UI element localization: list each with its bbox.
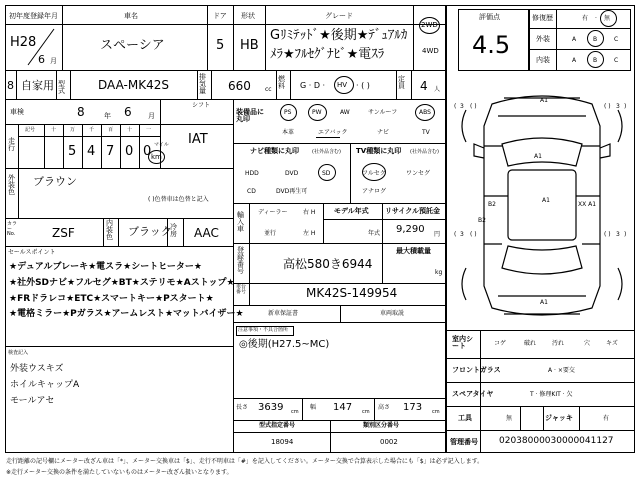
- capacity-unit: 人: [434, 86, 441, 93]
- equip-navi: ナビ: [377, 129, 390, 136]
- drive-4wd: 4WD: [422, 47, 439, 55]
- navi-type-label: ナビ種類に丸印: [250, 147, 299, 155]
- navi-dvd: DVD: [285, 170, 299, 177]
- recycle-value: 9,290: [396, 224, 425, 235]
- fuel-rest: · ( ): [356, 81, 370, 90]
- recycle-label: リサイクル預託金: [385, 207, 441, 215]
- use-value: 自家用: [21, 79, 54, 92]
- displacement-label: 排気量: [199, 73, 206, 95]
- seat-item-stain: 汚れ: [552, 340, 565, 347]
- length-unit: cm: [291, 409, 299, 415]
- management-number-value: 02038000030000041127: [499, 436, 614, 446]
- exterior-color-label: 外装色: [8, 174, 15, 196]
- model-year-label: モデル年式: [334, 207, 369, 215]
- tools-label: 工具: [458, 414, 472, 422]
- exterior-grade-c: C: [614, 36, 619, 43]
- mileage-unit-4: 十: [127, 127, 133, 133]
- equip-leather: 本革: [282, 129, 295, 136]
- tv-analog: アナログ: [362, 188, 387, 195]
- spare-tire-value: T · 修理KIT · 欠: [530, 391, 573, 398]
- inspector-label: 検査記入: [8, 350, 29, 356]
- inspector-line: ホイルキャップA: [10, 380, 80, 390]
- shift-value: IAT: [188, 132, 208, 147]
- tv-fullseg: フルセグ: [362, 170, 386, 177]
- mileage-unit-1: 万: [70, 127, 76, 133]
- equip-abs: ABS: [419, 109, 431, 116]
- exterior-grade-b: B: [593, 36, 598, 43]
- seat-item-tear: 破れ: [524, 340, 537, 347]
- type-number-value: 18094: [271, 438, 294, 446]
- inspection-month-value: 6: [124, 105, 132, 119]
- displacement-value: 660: [228, 79, 251, 93]
- damage-label: B2: [478, 217, 486, 224]
- drive-2wd: 2WD: [421, 21, 438, 29]
- spare-tire-label: スペアタイヤ: [452, 390, 494, 398]
- shape-value: HB: [240, 38, 259, 53]
- exterior-grade-a: A: [572, 36, 577, 43]
- width-unit: cm: [362, 409, 370, 415]
- mileage-unit-2: 千: [89, 127, 95, 133]
- score-label: 評価点: [479, 13, 500, 21]
- tools-value: 無: [506, 415, 513, 422]
- equip-tv: TV: [422, 129, 430, 136]
- height-value: 173: [403, 402, 423, 413]
- inspection-year-value: 8: [77, 105, 85, 119]
- first-reg-month: 6: [38, 53, 45, 66]
- repair-no: 無: [604, 15, 611, 22]
- seat-item-hole: 穴: [584, 340, 591, 347]
- inspection-label: 車検: [10, 108, 24, 116]
- seat-item-burn: コゲ: [494, 340, 507, 347]
- interior-grade-label: 内装: [536, 56, 550, 64]
- category-number-label: 類別区分番号: [363, 422, 400, 429]
- model-year-unit: 年式: [368, 230, 381, 237]
- equipment-label: 装備品に丸印: [236, 108, 264, 123]
- mileage-digit: 0: [143, 144, 152, 159]
- mileage-digit: 4: [87, 144, 96, 159]
- equip-aw: AW: [340, 109, 350, 116]
- sales-points-label: セールスポイント: [8, 249, 56, 256]
- equip-airbag: エアバック: [318, 129, 348, 136]
- import-dealer: ディーラー: [258, 209, 288, 216]
- tv-type-label: TV種類に丸印: [356, 147, 402, 155]
- door-value: 5: [216, 38, 225, 53]
- mileage-digit: 0: [125, 144, 134, 159]
- interior-grade-a: A: [572, 57, 577, 64]
- navi-dvd-play: DVD再生可: [276, 188, 308, 195]
- exterior-grade-label: 外装: [536, 35, 550, 43]
- mileage-mile-label: マイル: [154, 142, 169, 148]
- windshield-label: フロントガラス: [452, 366, 501, 374]
- registration-value: 高松580き6944: [283, 257, 373, 271]
- car-name-label: 車名: [124, 12, 138, 20]
- windshield-value: A · ×要交: [548, 367, 575, 374]
- model-label: 型式: [58, 80, 65, 95]
- svg-text:3: 3: [460, 103, 464, 110]
- chassis-label: 車台番号: [236, 284, 247, 295]
- equip-pw: PW: [312, 109, 322, 116]
- score-value: 4.5: [472, 31, 511, 59]
- wheel-bracket-fr: ( ): [604, 103, 611, 110]
- grade-label: グレード: [325, 12, 353, 20]
- type-number-label: 型式指定番号: [259, 422, 296, 429]
- svg-text:): ): [624, 231, 627, 238]
- equip-ps: PS: [284, 109, 292, 116]
- svg-text:(: (: [454, 103, 457, 110]
- sales-point-line: ★FRドラレコ★ETC★スマートキー★Pスタート★: [9, 294, 214, 304]
- svg-text:(: (: [454, 231, 457, 238]
- first-reg-label: 初年度登録年月: [9, 12, 58, 20]
- width-value: 147: [333, 402, 353, 413]
- interior-grade-b: B: [593, 57, 598, 64]
- sales-point-line: ★デュアルブレーキ★電スラ★シートヒーター★: [9, 262, 202, 272]
- color-no-label: カラーNo.: [7, 221, 18, 237]
- category-number-value: 0002: [380, 438, 398, 446]
- mileage-km-label: km: [151, 153, 162, 161]
- import-label: 輸入車: [237, 211, 244, 233]
- navi-hdd: HDD: [245, 170, 259, 177]
- warranty-book: 新車保証書: [268, 310, 299, 317]
- notes-value: ◎後期(H27.5~MC): [239, 339, 330, 350]
- tv-oneseg: ワンセグ: [406, 170, 431, 177]
- fuel-label: 燃料: [278, 75, 285, 90]
- model-value: DAA-MK42S: [98, 78, 169, 92]
- navi-sd: SD: [322, 170, 331, 177]
- equip-sunroof: サンルーフ: [368, 109, 398, 116]
- capacity-label: 定員: [398, 75, 405, 90]
- jack-label: ジャッキ: [545, 414, 573, 422]
- management-number-label: 管理番号: [450, 438, 478, 446]
- recycle-unit: 円: [434, 231, 441, 238]
- ac-label: 冷房: [170, 223, 177, 238]
- repair-sep: ·: [595, 15, 597, 22]
- footer-note-1: 走行距離の記号欄にメーター改ざん車は「*」、メーター交換車は「$」、走行不明車は「#」を記入してください。メーター交換で合算表示した場合にも「$」は必ず記入します。: [6, 458, 484, 465]
- inspection-month-unit: 月: [148, 112, 155, 120]
- mileage-digit: 5: [68, 144, 77, 159]
- car-name-value: スペーシア: [100, 38, 165, 53]
- jack-value: 有: [603, 415, 610, 422]
- max-load-label: 最大積載量: [396, 247, 431, 255]
- damage-label: A1: [540, 97, 548, 104]
- interior-color-value: ブラック: [128, 225, 172, 238]
- damage-label: B2: [488, 201, 496, 208]
- mileage-unit-5: 一: [146, 127, 152, 133]
- wheel-bracket-rl: ( ): [470, 231, 477, 238]
- mileage-digit: 7: [106, 144, 115, 159]
- inspector-line: モールアセ: [10, 396, 55, 406]
- interior-color-label: 内装色: [106, 219, 113, 241]
- shift-label: シフト: [192, 102, 211, 109]
- height-label: 高さ: [378, 404, 391, 411]
- chassis-value: MK42S-149954: [306, 286, 398, 300]
- owners-manual: 車両取説: [380, 310, 405, 317]
- import-right: 右 H: [303, 209, 316, 216]
- first-reg-month-unit: 月: [50, 57, 57, 65]
- max-load-unit: kg: [435, 269, 443, 276]
- reg-number-value: 8: [7, 79, 14, 92]
- mileage-record-label: 記号: [25, 127, 36, 133]
- capacity-value: 4: [420, 79, 428, 93]
- fuel-hv: HV: [337, 81, 348, 89]
- wheel-bracket-fl: ( ): [470, 103, 477, 110]
- tv-type-sub: (社外品含む): [410, 149, 439, 155]
- wheel-bracket-rr: ( ): [604, 231, 611, 238]
- first-reg-slash: [26, 27, 56, 67]
- svg-text:3: 3: [616, 103, 620, 110]
- damage-label: XX A1: [578, 201, 597, 208]
- seat-item-scratch: キズ: [606, 340, 618, 347]
- mileage-unit-0: 十: [51, 127, 57, 133]
- sales-point-line: ★電格ミラー★Pガラス★アームレスト★マットバイザー★: [9, 309, 244, 319]
- color-no-value: ZSF: [52, 226, 75, 240]
- grade-line-1: Gﾘﾐﾃｯﾄﾞ★後期★ﾃﾞｭｱﾙｶ: [270, 28, 408, 43]
- inspector-line: 外装ウスキズ: [10, 364, 64, 374]
- displacement-unit: cc: [265, 86, 272, 93]
- exterior-color-value: ブラウン: [33, 175, 77, 188]
- sales-point-line: ★社外SDナビ★フルセグ★BT★ステリモ★Aストップ★: [9, 278, 235, 288]
- navi-cd: CD: [247, 188, 256, 195]
- inspection-year-unit: 年: [104, 112, 111, 120]
- registration-label: 登録番号: [237, 246, 244, 275]
- width-label: 幅: [310, 404, 317, 411]
- car-damage-diagram: [452, 86, 632, 326]
- repair-label: 修復歴: [532, 14, 553, 22]
- damage-label: A1: [540, 299, 548, 306]
- length-label: 長さ: [236, 404, 249, 411]
- mileage-label: 走行: [8, 137, 15, 152]
- notes-label: 注意事項・不具合箇所: [238, 327, 289, 333]
- damage-label: A1: [534, 153, 542, 160]
- svg-text:3: 3: [616, 231, 620, 238]
- interior-seat-label: 室内シート: [452, 335, 473, 350]
- import-left: 左 H: [303, 230, 316, 237]
- fuel-options: G · D ·: [300, 81, 326, 90]
- svg-text:): ): [624, 103, 627, 110]
- door-label: ドア: [213, 12, 227, 20]
- import-parallel: 並行: [264, 230, 277, 237]
- interior-grade-c: C: [614, 57, 619, 64]
- damage-label: A1: [542, 197, 550, 204]
- first-reg-year: H28: [10, 35, 37, 50]
- ac-value: AAC: [194, 226, 219, 240]
- svg-text:3: 3: [460, 231, 464, 238]
- length-value: 3639: [258, 402, 284, 413]
- navi-type-sub: (社外品含む): [312, 149, 341, 155]
- color-change-note: ( )色替車は色替と記入: [148, 196, 209, 203]
- footer-note-2: ※走行メーター交換の条件を満たしていないものはメーター改ざん扱いとなります。: [6, 469, 233, 476]
- mileage-unit-3: 百: [108, 127, 114, 133]
- grade-line-2: ﾒﾗ★ﾌﾙｾｸﾞﾅﾋﾞ★電ｽﾗ: [270, 47, 385, 62]
- repair-yes: 有: [582, 15, 589, 22]
- shape-label: 形状: [241, 12, 255, 20]
- height-unit: cm: [432, 409, 440, 415]
